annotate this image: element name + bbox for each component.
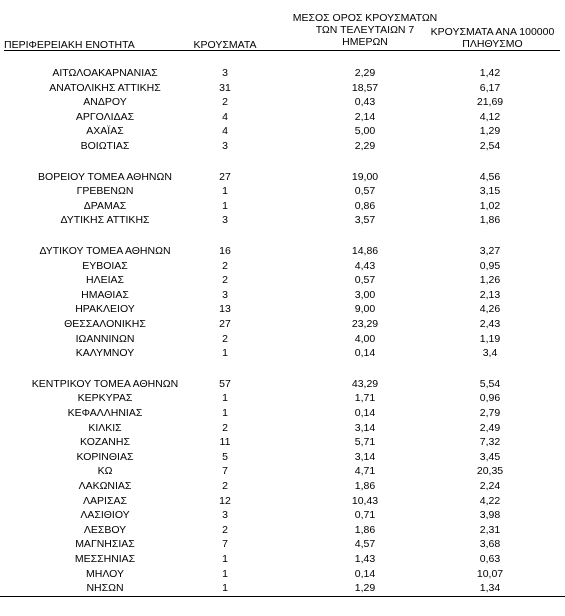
avg-cell: 1,71 <box>354 392 376 405</box>
region-cell: ΛΕΣΒΟΥ <box>83 523 127 536</box>
cases-cell: 1 <box>222 347 228 360</box>
cases-cell: 4 <box>222 110 228 123</box>
avg-cell: 4,43 <box>354 259 376 272</box>
per100k-cell: 7,32 <box>479 436 501 449</box>
region-cell: ΗΜΑΘΙΑΣ <box>81 288 129 301</box>
cases-cell: 4 <box>222 125 228 138</box>
table-row <box>0 479 565 494</box>
per100k-cell: 4,12 <box>479 110 501 123</box>
avg-cell: 0,71 <box>354 509 376 522</box>
avg-cell: 3,14 <box>354 450 376 463</box>
cases-cell: 5 <box>222 450 228 463</box>
cases-cell: 13 <box>219 303 231 316</box>
cases-cell: 2 <box>222 421 228 434</box>
avg-cell: 0,43 <box>354 96 376 109</box>
table-row <box>0 346 565 361</box>
cases-cell: 27 <box>219 318 231 330</box>
table-row <box>0 259 565 274</box>
table-row <box>0 552 565 567</box>
region-cell: ΛΑΡΙΣΑΣ <box>83 494 127 507</box>
per100k-cell: 2,13 <box>479 288 501 301</box>
cases-cell: 16 <box>219 245 231 257</box>
table-row <box>0 377 565 392</box>
cases-cell: 3 <box>222 140 228 152</box>
avg-cell: 3,00 <box>354 288 376 301</box>
region-cell: ΔΡΑΜΑΣ <box>83 199 127 212</box>
header-cases: ΚΡΟΥΣΜΑΤΑ <box>193 39 257 51</box>
avg-cell: 1,86 <box>354 480 376 492</box>
avg-cell: 0,86 <box>354 199 376 212</box>
per100k-cell: 4,56 <box>479 170 501 183</box>
per100k-cell: 0,96 <box>479 392 501 405</box>
region-cell: ΙΩΑΝΝΙΝΩΝ <box>75 332 135 345</box>
region-cell: ΚΕΝΤΡΙΚΟΥ ΤΟΜΕΑ ΑΘΗΝΩΝ <box>31 377 179 390</box>
avg-cell: 1,43 <box>354 553 376 565</box>
per100k-cell: 2,79 <box>479 407 501 419</box>
region-cell: ΗΡΑΚΛΕΙΟΥ <box>75 303 135 316</box>
cases-cell: 1 <box>222 185 228 198</box>
cases-cell: 12 <box>219 494 231 507</box>
region-cell: ΑΧΑΪΑΣ <box>86 125 124 138</box>
per100k-cell: 0,63 <box>479 553 501 565</box>
cases-cell: 1 <box>222 567 228 580</box>
per100k-cell: 3,45 <box>479 450 501 463</box>
region-cell: ΕΥΒΟΙΑΣ <box>82 259 128 272</box>
per100k-cell: 2,54 <box>479 140 501 152</box>
region-cell: ΚΩ <box>97 465 113 478</box>
per100k-cell: 4,22 <box>479 494 501 507</box>
avg-cell: 2,29 <box>354 140 376 152</box>
per100k-cell: 2,49 <box>479 421 501 434</box>
header-per100k <box>425 26 560 50</box>
per100k-cell: 1,26 <box>479 274 501 287</box>
table-row <box>0 244 565 259</box>
table-row <box>0 508 565 523</box>
per100k-cell: 3,15 <box>479 185 501 198</box>
region-cell: ΜΗΛΟΥ <box>86 567 124 580</box>
cases-cell: 11 <box>219 436 231 449</box>
avg-cell: 4,00 <box>354 332 376 345</box>
avg-cell: 10,43 <box>351 494 379 507</box>
cases-cell: 2 <box>222 480 228 492</box>
table-row <box>0 523 565 538</box>
table-row <box>0 139 565 154</box>
avg-cell: 9,00 <box>354 303 376 316</box>
region-cell: ΜΑΓΝΗΣΙΑΣ <box>75 538 135 551</box>
region-cell: ΓΡΕΒΕΝΩΝ <box>76 185 134 198</box>
avg-cell: 4,71 <box>354 465 376 478</box>
avg-cell: 1,29 <box>354 582 376 595</box>
header-per100k-line1: ΚΡΟΥΣΜΑΤΑ ΑΝΑ 100000 <box>430 26 555 38</box>
table-row <box>0 581 565 597</box>
region-cell: ΚΙΛΚΙΣ <box>88 421 122 434</box>
region-cell: ΝΗΣΩΝ <box>86 582 124 595</box>
table-row <box>0 273 565 288</box>
region-cell: ΔΥΤΙΚΟΥ ΤΟΜΕΑ ΑΘΗΝΩΝ <box>39 245 171 257</box>
region-cell: ΒΟΡΕΙΟΥ ΤΟΜΕΑ ΑΘΗΝΩΝ <box>38 170 172 183</box>
table-row <box>0 537 565 552</box>
per100k-cell: 3,68 <box>479 538 501 551</box>
avg-cell: 2,14 <box>354 110 376 123</box>
header-avg <box>285 12 445 48</box>
table-row <box>0 288 565 303</box>
table-row <box>0 213 565 228</box>
cases-cell: 1 <box>222 553 228 565</box>
cases-cell: 3 <box>222 288 228 301</box>
per100k-cell: 0,95 <box>479 259 501 272</box>
region-cell: ΗΛΕΙΑΣ <box>85 274 124 287</box>
avg-cell: 0,14 <box>354 347 376 360</box>
avg-cell: 19,00 <box>351 170 379 183</box>
table-row <box>0 421 565 436</box>
per100k-cell: 5,54 <box>479 377 501 390</box>
cases-cell: 1 <box>222 199 228 212</box>
avg-cell: 23,29 <box>351 318 379 330</box>
cases-cell: 3 <box>222 67 228 79</box>
per100k-cell: 3,4 <box>482 347 498 360</box>
avg-cell: 14,86 <box>351 245 379 257</box>
table-row <box>0 124 565 139</box>
per100k-cell: 2,24 <box>479 480 501 492</box>
cases-cell: 2 <box>222 523 228 536</box>
per100k-cell: 1,02 <box>479 199 501 212</box>
cases-cell: 57 <box>219 377 231 390</box>
per100k-cell: 1,86 <box>479 214 501 227</box>
table-row <box>0 332 565 347</box>
table-row <box>0 406 565 421</box>
table-row <box>0 199 565 214</box>
region-cell: ΚΟΖΑΝΗΣ <box>80 436 130 449</box>
per100k-cell: 1,29 <box>479 125 501 138</box>
per100k-cell: 1,34 <box>479 582 501 595</box>
region-cell: ΘΕΣΣΑΛΟΝΙΚΗΣ <box>64 318 146 330</box>
cases-cell: 27 <box>219 170 231 183</box>
per100k-cell: 1,42 <box>479 67 501 79</box>
region-cell: ΚΑΛΥΜΝΟΥ <box>75 347 135 360</box>
table-row <box>0 391 565 406</box>
region-cell: ΑΙΤΩΛΟΑΚΑΡΝΑΝΙΑΣ <box>52 67 158 79</box>
cases-cell: 3 <box>222 214 228 227</box>
per100k-cell: 6,17 <box>479 81 501 94</box>
table-row <box>0 81 565 96</box>
cases-cell: 2 <box>222 332 228 345</box>
cases-cell: 1 <box>222 392 228 405</box>
region-cell: ΑΡΓΟΛΙΔΑΣ <box>75 110 135 123</box>
table-row <box>0 494 565 509</box>
cases-cell: 2 <box>222 259 228 272</box>
table-row <box>0 464 565 479</box>
region-cell: ΑΝΔΡΟΥ <box>83 96 127 109</box>
table-row <box>0 110 565 125</box>
cases-cell: 31 <box>219 81 231 94</box>
avg-cell: 0,57 <box>354 185 376 198</box>
table-row <box>0 435 565 450</box>
avg-cell: 0,57 <box>354 274 376 287</box>
per100k-cell: 1,19 <box>479 332 501 345</box>
header-avg-line2: ΤΩΝ ΤΕΛΕΥΤΑΙΩΝ 7 <box>315 24 415 36</box>
region-cell: ΒΟΙΩΤΙΑΣ <box>80 140 130 152</box>
avg-cell: 5,00 <box>354 125 376 138</box>
table-row <box>0 317 565 332</box>
per100k-cell: 2,31 <box>479 523 501 536</box>
region-cell: ΑΝΑΤΟΛΙΚΗΣ ΑΤΤΙΚΗΣ <box>49 81 161 94</box>
per100k-cell: 20,35 <box>476 465 504 478</box>
per100k-cell: 2,43 <box>479 318 501 330</box>
header-avg-line3: ΗΜΕΡΩΝ <box>342 36 388 48</box>
cases-cell: 1 <box>222 407 228 419</box>
table-row <box>0 184 565 199</box>
avg-cell: 43,29 <box>351 377 379 390</box>
region-cell: ΚΕΡΚΥΡΑΣ <box>77 392 133 405</box>
region-cell: ΛΑΣΙΘΙΟΥ <box>80 509 130 522</box>
table-row <box>0 567 565 582</box>
avg-cell: 5,71 <box>354 436 376 449</box>
region-cell: ΚΕΦΑΛΛΗΝΙΑΣ <box>67 407 143 419</box>
cases-cell: 2 <box>222 96 228 109</box>
per100k-cell: 21,69 <box>476 96 504 109</box>
header-per100k-line2: ΠΛΗΘΥΣΜΟ <box>462 38 523 50</box>
cases-cell: 2 <box>222 274 228 287</box>
table-row <box>0 450 565 465</box>
avg-cell: 1,86 <box>354 523 376 536</box>
table-row <box>0 170 565 185</box>
avg-cell: 2,29 <box>354 67 376 79</box>
header-region: ΠΕΡΙΦΕΡΕΙΑΚΗ ΕΝΟΤΗΤΑ <box>4 39 135 51</box>
header-divider <box>4 50 560 51</box>
table-row <box>0 302 565 317</box>
avg-cell: 3,14 <box>354 421 376 434</box>
region-cell: ΛΑΚΩΝΙΑΣ <box>78 480 132 492</box>
avg-cell: 0,14 <box>354 567 376 580</box>
per100k-cell: 4,26 <box>479 303 501 316</box>
per100k-cell: 3,27 <box>479 245 501 257</box>
avg-cell: 18,57 <box>351 81 379 94</box>
region-cell: ΜΕΣΣΗΝΙΑΣ <box>74 553 136 565</box>
cases-cell: 3 <box>222 509 228 522</box>
avg-cell: 3,57 <box>354 214 376 227</box>
cases-cell: 1 <box>222 582 228 595</box>
table-row <box>0 95 565 110</box>
per100k-cell: 3,98 <box>479 509 501 522</box>
cases-cell: 7 <box>222 465 228 478</box>
avg-cell: 0,14 <box>354 407 376 419</box>
table-row <box>0 66 565 81</box>
cases-cell: 7 <box>222 538 228 551</box>
avg-cell: 4,57 <box>354 538 376 551</box>
region-cell: ΚΟΡΙΝΘΙΑΣ <box>76 450 134 463</box>
per100k-cell: 10,07 <box>476 567 504 580</box>
header-avg-line1: ΜΕΣΟΣ ΟΡΟΣ ΚΡΟΥΣΜΑΤΩΝ <box>292 12 438 24</box>
region-cell: ΔΥΤΙΚΗΣ ΑΤΤΙΚΗΣ <box>60 214 150 227</box>
